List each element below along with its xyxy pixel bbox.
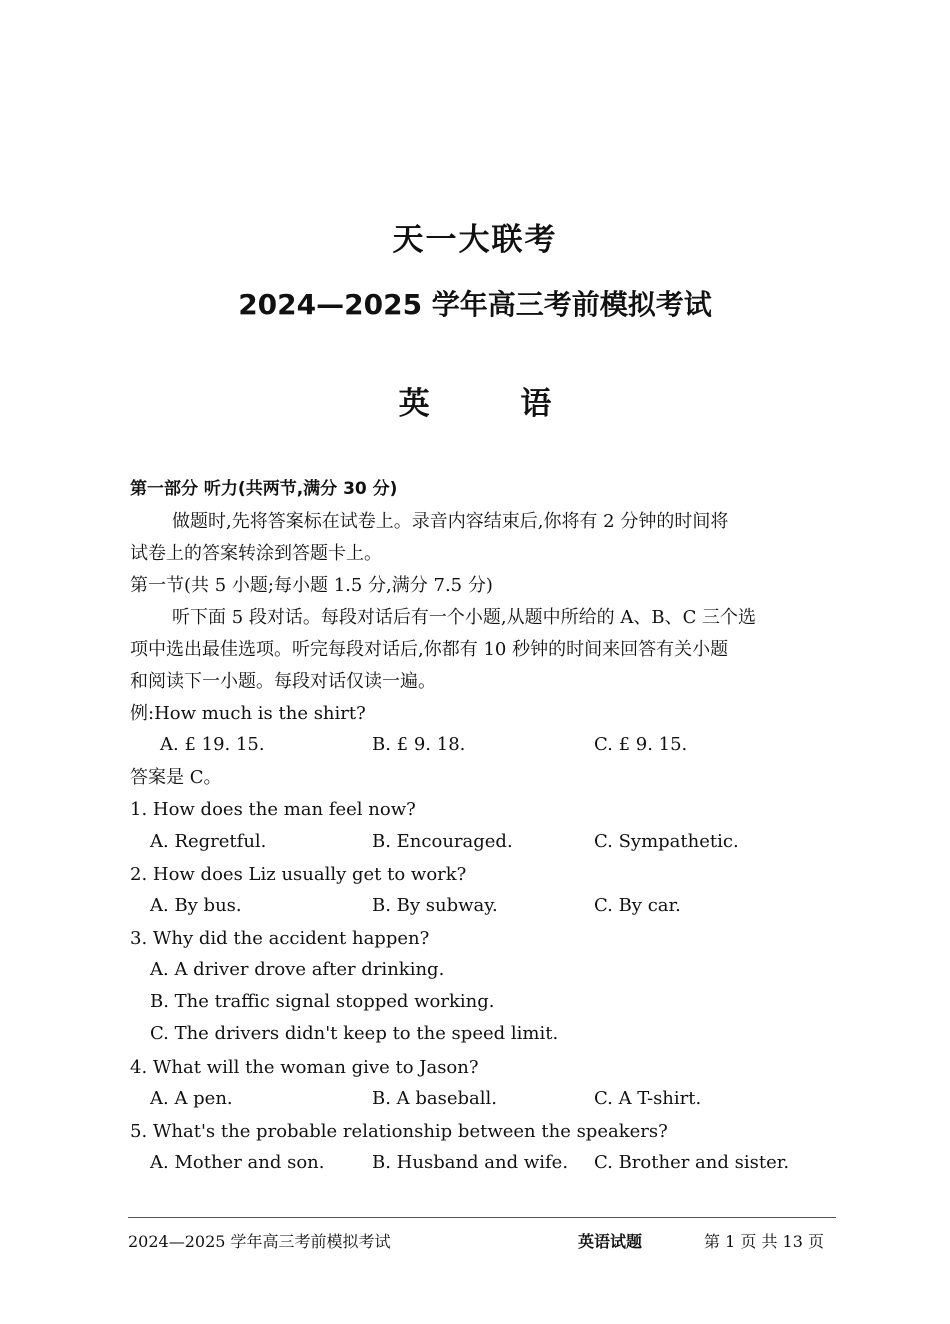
directions-line-2: 项中选出最佳选项。听完每段对话后,你都有 10 秒钟的时间来回答有关小题: [130, 639, 729, 660]
question-5-stem: 5. What's the probable relationship between the speakers?: [130, 1121, 668, 1142]
subject-title: 英 语: [398, 386, 592, 422]
question-1-option-c: C. Sympathetic.: [594, 831, 739, 852]
question-1-option-a: A. Regretful.: [150, 831, 267, 852]
question-5-option-c: C. Brother and sister.: [594, 1152, 790, 1173]
footer-page-number: 第 1 页 共 13 页: [704, 1232, 824, 1251]
question-5-option-b: B. Husband and wife.: [372, 1152, 569, 1173]
footer-divider: [128, 1217, 836, 1218]
question-4-stem: 4. What will the woman give to Jason?: [130, 1057, 479, 1078]
example-option-c: C. £ 9. 15.: [594, 734, 688, 755]
section1-heading: 第一节(共 5 小题;每小题 1.5 分,满分 7.5 分): [130, 575, 493, 596]
question-4-option-b: B. A baseball.: [372, 1088, 498, 1109]
question-2-stem: 2. How does Liz usually get to work?: [130, 864, 467, 885]
question-3-option-b: B. The traffic signal stopped working.: [150, 991, 495, 1012]
example-option-b: B. £ 9. 18.: [372, 734, 466, 755]
question-2-option-c: C. By car.: [594, 895, 681, 916]
org-title: 天一大联考: [392, 222, 558, 258]
question-5-option-a: A. Mother and son.: [150, 1152, 325, 1173]
part1-heading: 第一部分 听力(共两节,满分 30 分): [130, 479, 398, 499]
footer-exam: 2024—2025 学年高三考前模拟考试: [128, 1232, 391, 1251]
instr-line-1: 做题时,先将答案标在试卷上。录音内容结束后,你将有 2 分钟的时间将: [172, 511, 729, 532]
example-option-a: A. £ 19. 15.: [160, 734, 265, 755]
example-question: 例:How much is the shirt?: [130, 703, 366, 724]
footer-paper: 英语试题: [578, 1232, 643, 1251]
question-3-option-c: C. The drivers didn't keep to the speed limit.: [150, 1023, 559, 1044]
question-3-stem: 3. Why did the accident happen?: [130, 928, 430, 949]
question-4-option-a: A. A pen.: [150, 1088, 233, 1109]
question-4-option-c: C. A T-shirt.: [594, 1088, 702, 1109]
instr-line-2: 试卷上的答案转涂到答题卡上。: [130, 543, 382, 564]
question-1-stem: 1. How does the man feel now?: [130, 799, 416, 820]
question-2-option-a: A. By bus.: [150, 895, 242, 916]
example-answer: 答案是 C。: [130, 767, 222, 788]
directions-line-3: 和阅读下一小题。每段对话仅读一遍。: [130, 671, 436, 692]
question-2-option-b: B. By subway.: [372, 895, 498, 916]
question-3-option-a: A. A driver drove after drinking.: [150, 959, 445, 980]
exam-title: 2024—2025 学年高三考前模拟考试: [238, 288, 712, 321]
question-1-option-b: B. Encouraged.: [372, 831, 513, 852]
directions-line-1: 听下面 5 段对话。每段对话后有一个小题,从题中所给的 A、B、C 三个选: [172, 607, 757, 628]
